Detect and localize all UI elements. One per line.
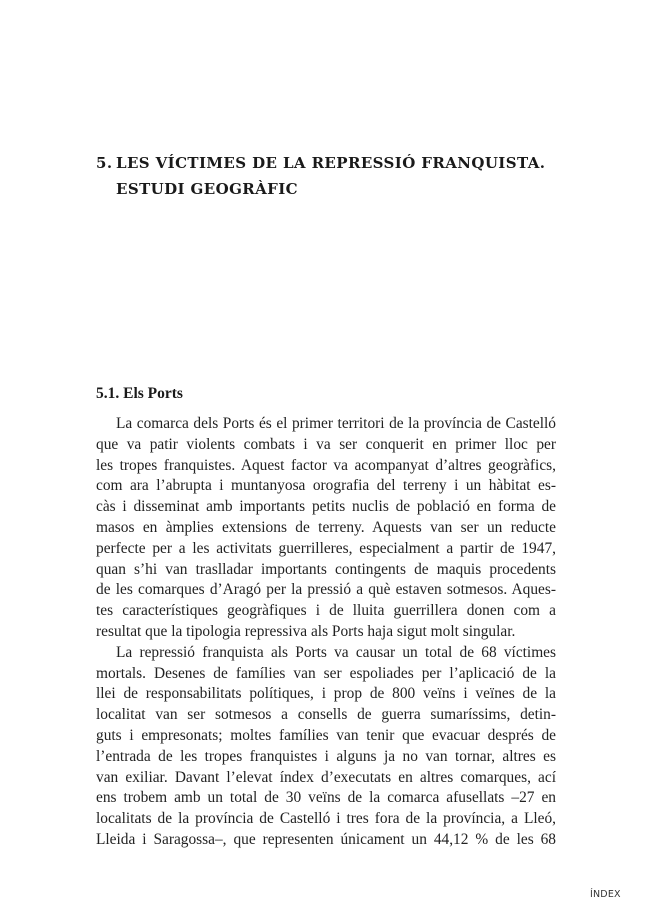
chapter-title-line-1: LES VÍCTIMES DE LA REPRESSIÓ FRANQUISTA. [116, 154, 546, 172]
text-line: Lleida i Saragossa–, que representen únicament un 44,12 % de les 68 [96, 830, 556, 848]
body-text [96, 414, 556, 851]
text-line: les tropes franquistes. Aquest factor va acompanyat d’altres geogràfics, [96, 456, 556, 474]
text-line: càs i disseminat amb importants petits nuclis de població en forma de [96, 498, 556, 516]
text-line: mortals. Desenes de famílies van ser espoliades per l’aplicació de la [96, 664, 556, 682]
text-line: ens trobem amb un total de 30 veïns de la comarca afusellats –27 en [96, 789, 556, 807]
paragraph [96, 414, 556, 643]
chapter-heading [96, 150, 566, 202]
text-line: guts i empresonats; moltes famílies van tenir que evacuar després de [96, 726, 556, 744]
text-line: masos en àmplies extensions de terreny. Aquests van ser un reducte [96, 518, 556, 536]
text-line: que va patir violents combats i va ser conquerit en primer lloc per [96, 435, 556, 453]
text-line: van exiliar. Davant l’elevat índex d’executats en altres comarques, ací [96, 768, 556, 786]
text-line: quan s’hi van traslladar importants contingents de maquis procedents [96, 560, 556, 578]
text-line: resultat que la tipologia repressiva als Ports haja sigut molt singular. [96, 622, 516, 640]
text-line: l’entrada de les tropes franquistes i alguns ja no van tornar, altres es [96, 747, 556, 765]
text-line: de les comarques d’Aragó per la pressió a què estaven sotmesos. Aques- [96, 581, 556, 599]
text-line: com ara l’abrupta i muntanyosa orografia del terreny i un hàbitat es- [96, 477, 556, 495]
chapter-number: 5. [96, 154, 113, 172]
text-line: llei de responsabilitats polítiques, i prop de 800 veïns i veïnes de la [96, 685, 556, 703]
text-line: La comarca dels Ports és el primer territori de la província de Castelló [116, 415, 556, 432]
text-line: perfecte per a les activitats guerrilleres, especialment a partir de 1947, [96, 539, 556, 557]
index-link[interactable]: ÍNDEX [590, 889, 621, 900]
chapter-title-line-2: ESTUDI GEOGRÀFIC [116, 180, 298, 198]
paragraph [96, 643, 556, 851]
text-line: La repressió franquista als Ports va causar un total de 68 víctimes [116, 643, 556, 661]
text-line: tes característiques geogràfiques i de lluita guerrillera donen com a [96, 602, 556, 620]
section-heading: 5.1. Els Ports [96, 385, 183, 402]
text-line: localitat van ser sotmesos a consells de guerra sumaríssims, detin- [96, 706, 556, 724]
text-line: localitats de la província de Castelló i tres fora de la província, a Lleó, [96, 810, 556, 828]
